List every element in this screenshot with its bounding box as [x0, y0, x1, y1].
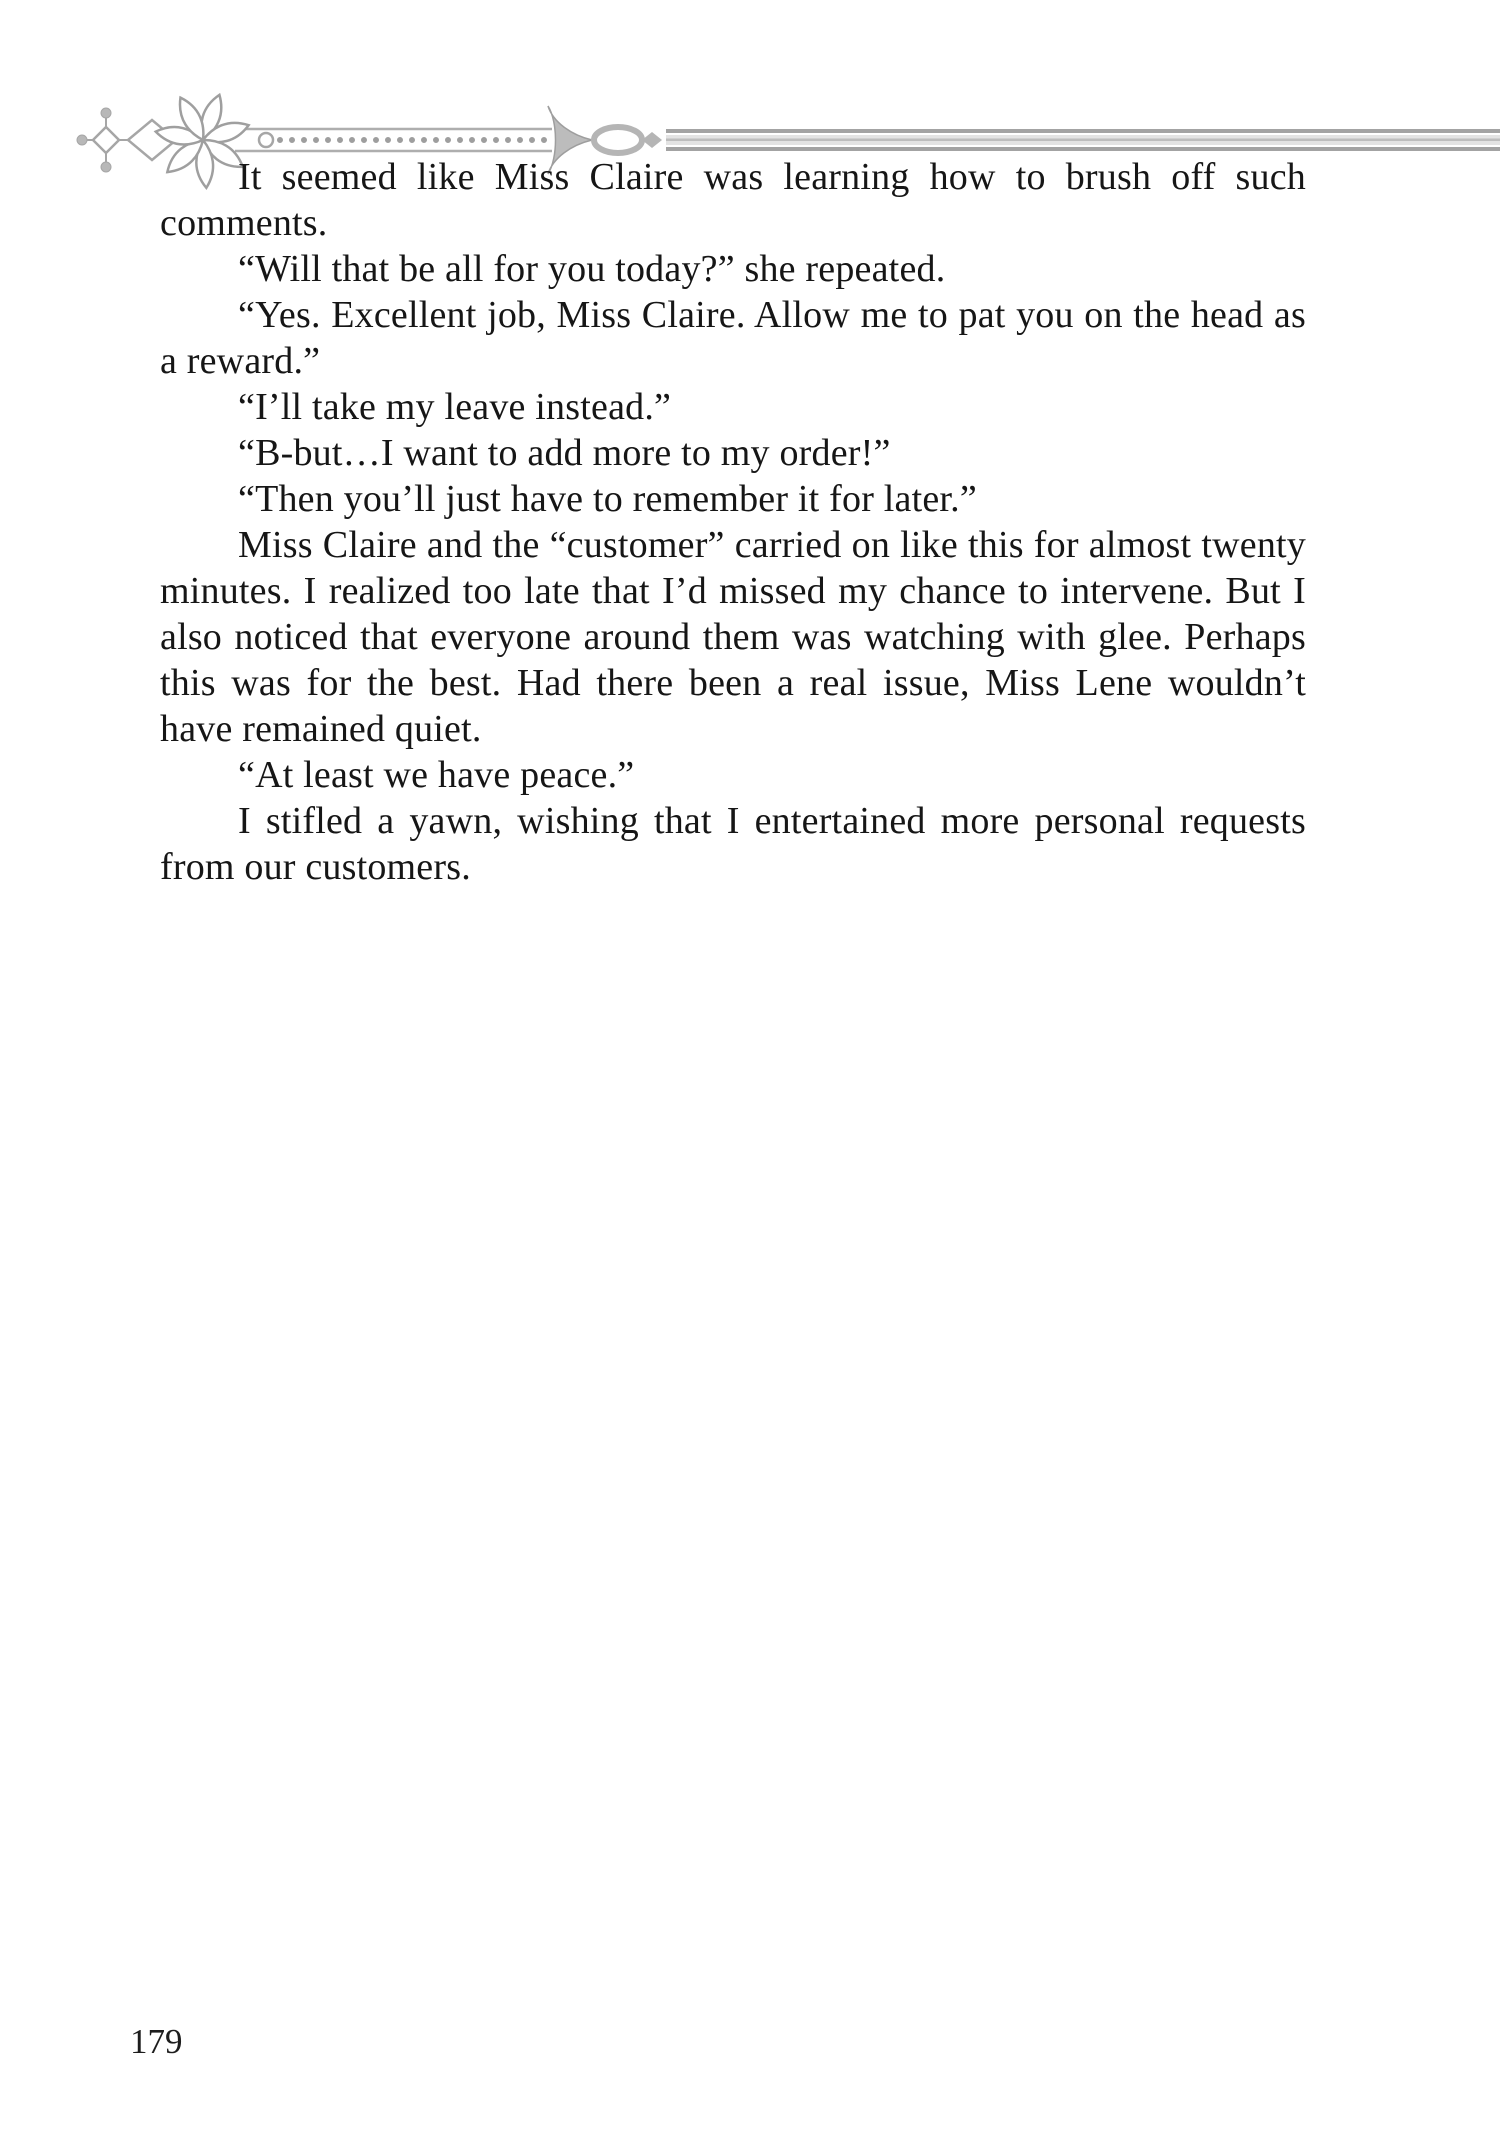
oval-link-icon	[594, 127, 642, 153]
paragraph: “B-but…I want to add more to my order!”	[238, 432, 891, 474]
page-text	[160, 154, 1306, 890]
dotted-band	[235, 129, 552, 151]
paragraph: It seemed like Miss Claire was learning how to brush off such comments.	[160, 156, 1306, 244]
paragraph: “Yes. Excellent job, Miss Claire. Allow me to pat you on the head as a reward.”	[160, 294, 1306, 382]
paragraph: “I’ll take my leave instead.”	[238, 386, 672, 428]
paragraph: Miss Claire and the “customer” carried on like this for almost twenty minutes. I realized too late that I’d missed my chance to intervene. But I also noticed that everyone around them was watching with glee. Perhaps this was for the best. Had there been a real issue, Miss Lene wouldn’t have remained quiet.	[160, 524, 1306, 750]
paragraph: “Will that be all for you today?” she repeated.	[238, 248, 946, 290]
striped-rule	[666, 129, 1500, 151]
diamond-link-icon	[642, 132, 662, 148]
paragraph: “At least we have peace.”	[238, 754, 635, 796]
paragraph: “Then you’ll just have to remember it for later.”	[238, 478, 977, 520]
page-number: 179	[130, 2022, 183, 2061]
paragraph: I stifled a yawn, wishing that I entertained more personal requests from our customers.	[160, 800, 1306, 888]
